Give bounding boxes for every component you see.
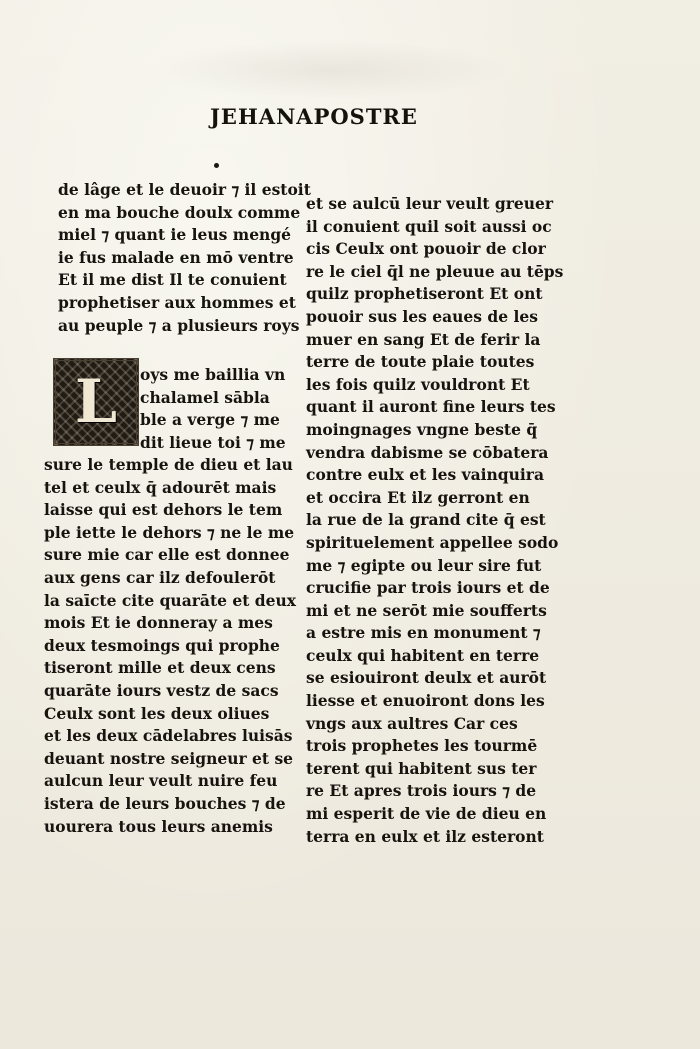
text-line: quant il auront fine leurs tes bbox=[306, 397, 556, 417]
bleed-through-shadow bbox=[150, 40, 510, 100]
text-line: uourera tous leurs anemis bbox=[44, 816, 273, 836]
text-line: deuant nostre seigneur et se bbox=[44, 748, 294, 768]
text-line: ple iette le dehors ⁊ ne le me bbox=[44, 522, 295, 542]
text-line: quilz prophetiseront Et ont bbox=[306, 284, 543, 304]
text-line: Et il me dist Il te conuient bbox=[58, 270, 287, 290]
text-line: mi et ne serōt mie soufferts bbox=[306, 600, 547, 620]
text-line: quarāte iours vestz de sacs bbox=[44, 680, 279, 700]
left-column-bottom bbox=[44, 454, 296, 838]
text-line: chalamel sābla bbox=[140, 387, 270, 407]
text-line: spirituelement appellee sodo bbox=[306, 532, 559, 552]
ornament-dot bbox=[214, 163, 219, 168]
text-line: deux tesmoings qui prophe bbox=[44, 635, 280, 655]
text-line: de lâge et le deuoir ⁊ il estoit bbox=[58, 180, 311, 199]
text-line: sure mie car elle est donnee bbox=[44, 545, 290, 565]
text-line: ble a verge ⁊ me bbox=[140, 410, 280, 430]
text-line: pouoir sus les eaues de les bbox=[306, 306, 538, 326]
text-line: re Et apres trois iours ⁊ de bbox=[306, 781, 537, 801]
text-line: terent qui habitent sus ter bbox=[306, 758, 537, 778]
text-line: laisse qui est dehors le tem bbox=[44, 500, 283, 520]
text-line: vendra dabisme se cōbatera bbox=[306, 442, 549, 462]
text-line: crucifie par trois iours et de bbox=[306, 578, 550, 598]
text-line: muer en sang Et de ferir la bbox=[306, 329, 541, 349]
text-line: istera de leurs bouches ⁊ de bbox=[44, 793, 286, 813]
text-line: les fois quilz vouldront Et bbox=[306, 374, 530, 394]
text-line: trois prophetes les tourmē bbox=[306, 736, 538, 756]
text-line: contre eulx et les vainquira bbox=[306, 465, 544, 485]
right-column bbox=[306, 193, 563, 848]
initial-letter: L bbox=[74, 367, 118, 437]
text-line: Ceulx sont les deux oliues bbox=[44, 703, 270, 723]
text-line: liesse et enuoiront dons les bbox=[306, 691, 545, 711]
text-line: moingnages vngne beste q̄ bbox=[306, 419, 538, 439]
left-column-top bbox=[58, 179, 311, 337]
text-line: sure le temple de dieu et lau bbox=[44, 455, 293, 474]
text-line: vngs aux aultres Car ces bbox=[306, 713, 518, 733]
text-line: en ma bouche doulx comme bbox=[58, 202, 301, 222]
text-line: ie fus malade en mō ventre bbox=[58, 247, 294, 267]
text-line: la rue de la grand cite q̄ est bbox=[306, 510, 546, 530]
text-line: prophetiser aux hommes et bbox=[58, 292, 296, 312]
text-line: oys me baillia vn bbox=[140, 365, 286, 384]
text-line: ceulx qui habitent en terre bbox=[306, 645, 540, 665]
text-line: terra en eulx et ilz esteront bbox=[306, 826, 544, 846]
text-line: et les deux cādelabres luisās bbox=[44, 726, 293, 746]
initial-lines bbox=[28, 364, 286, 454]
text-line: se esiouiront deulx et aurōt bbox=[306, 668, 547, 688]
text-line: mois Et ie donneray a mes bbox=[44, 613, 273, 633]
running-head: JEHANAPOSTRE bbox=[210, 104, 418, 129]
text-line: cis Ceulx ont pouoir de clor bbox=[306, 239, 546, 259]
text-line: et occira Et ilz gerront en bbox=[306, 487, 530, 507]
text-line: aux gens car ilz defoulerōt bbox=[44, 567, 276, 587]
text-line: au peuple ⁊ a plusieurs roys bbox=[58, 315, 300, 335]
text-line: et se aulcū leur veult greuer bbox=[306, 194, 554, 213]
text-line: aulcun leur veult nuire feu bbox=[44, 771, 278, 791]
text-line: a estre mis en monument ⁊ bbox=[306, 623, 541, 643]
text-line: tiseront mille et deux cens bbox=[44, 658, 276, 678]
text-line: me ⁊ egipte ou leur sire fut bbox=[306, 555, 542, 575]
text-line: miel ⁊ quant ie leus mengé bbox=[58, 225, 292, 245]
text-line: dit lieue toi ⁊ me bbox=[140, 432, 286, 452]
text-line: il conuient quil soit aussi oc bbox=[306, 216, 552, 236]
text-line: mi esperit de vie de dieu en bbox=[306, 804, 547, 824]
text-line: la saīcte cite quarāte et deux bbox=[44, 590, 296, 610]
text-line: terre de toute plaie toutes bbox=[306, 352, 535, 372]
text-line: re le ciel q̄l ne pleuue au tēps bbox=[306, 261, 564, 281]
text-line: tel et ceulx q̄ adourēt mais bbox=[44, 477, 277, 497]
